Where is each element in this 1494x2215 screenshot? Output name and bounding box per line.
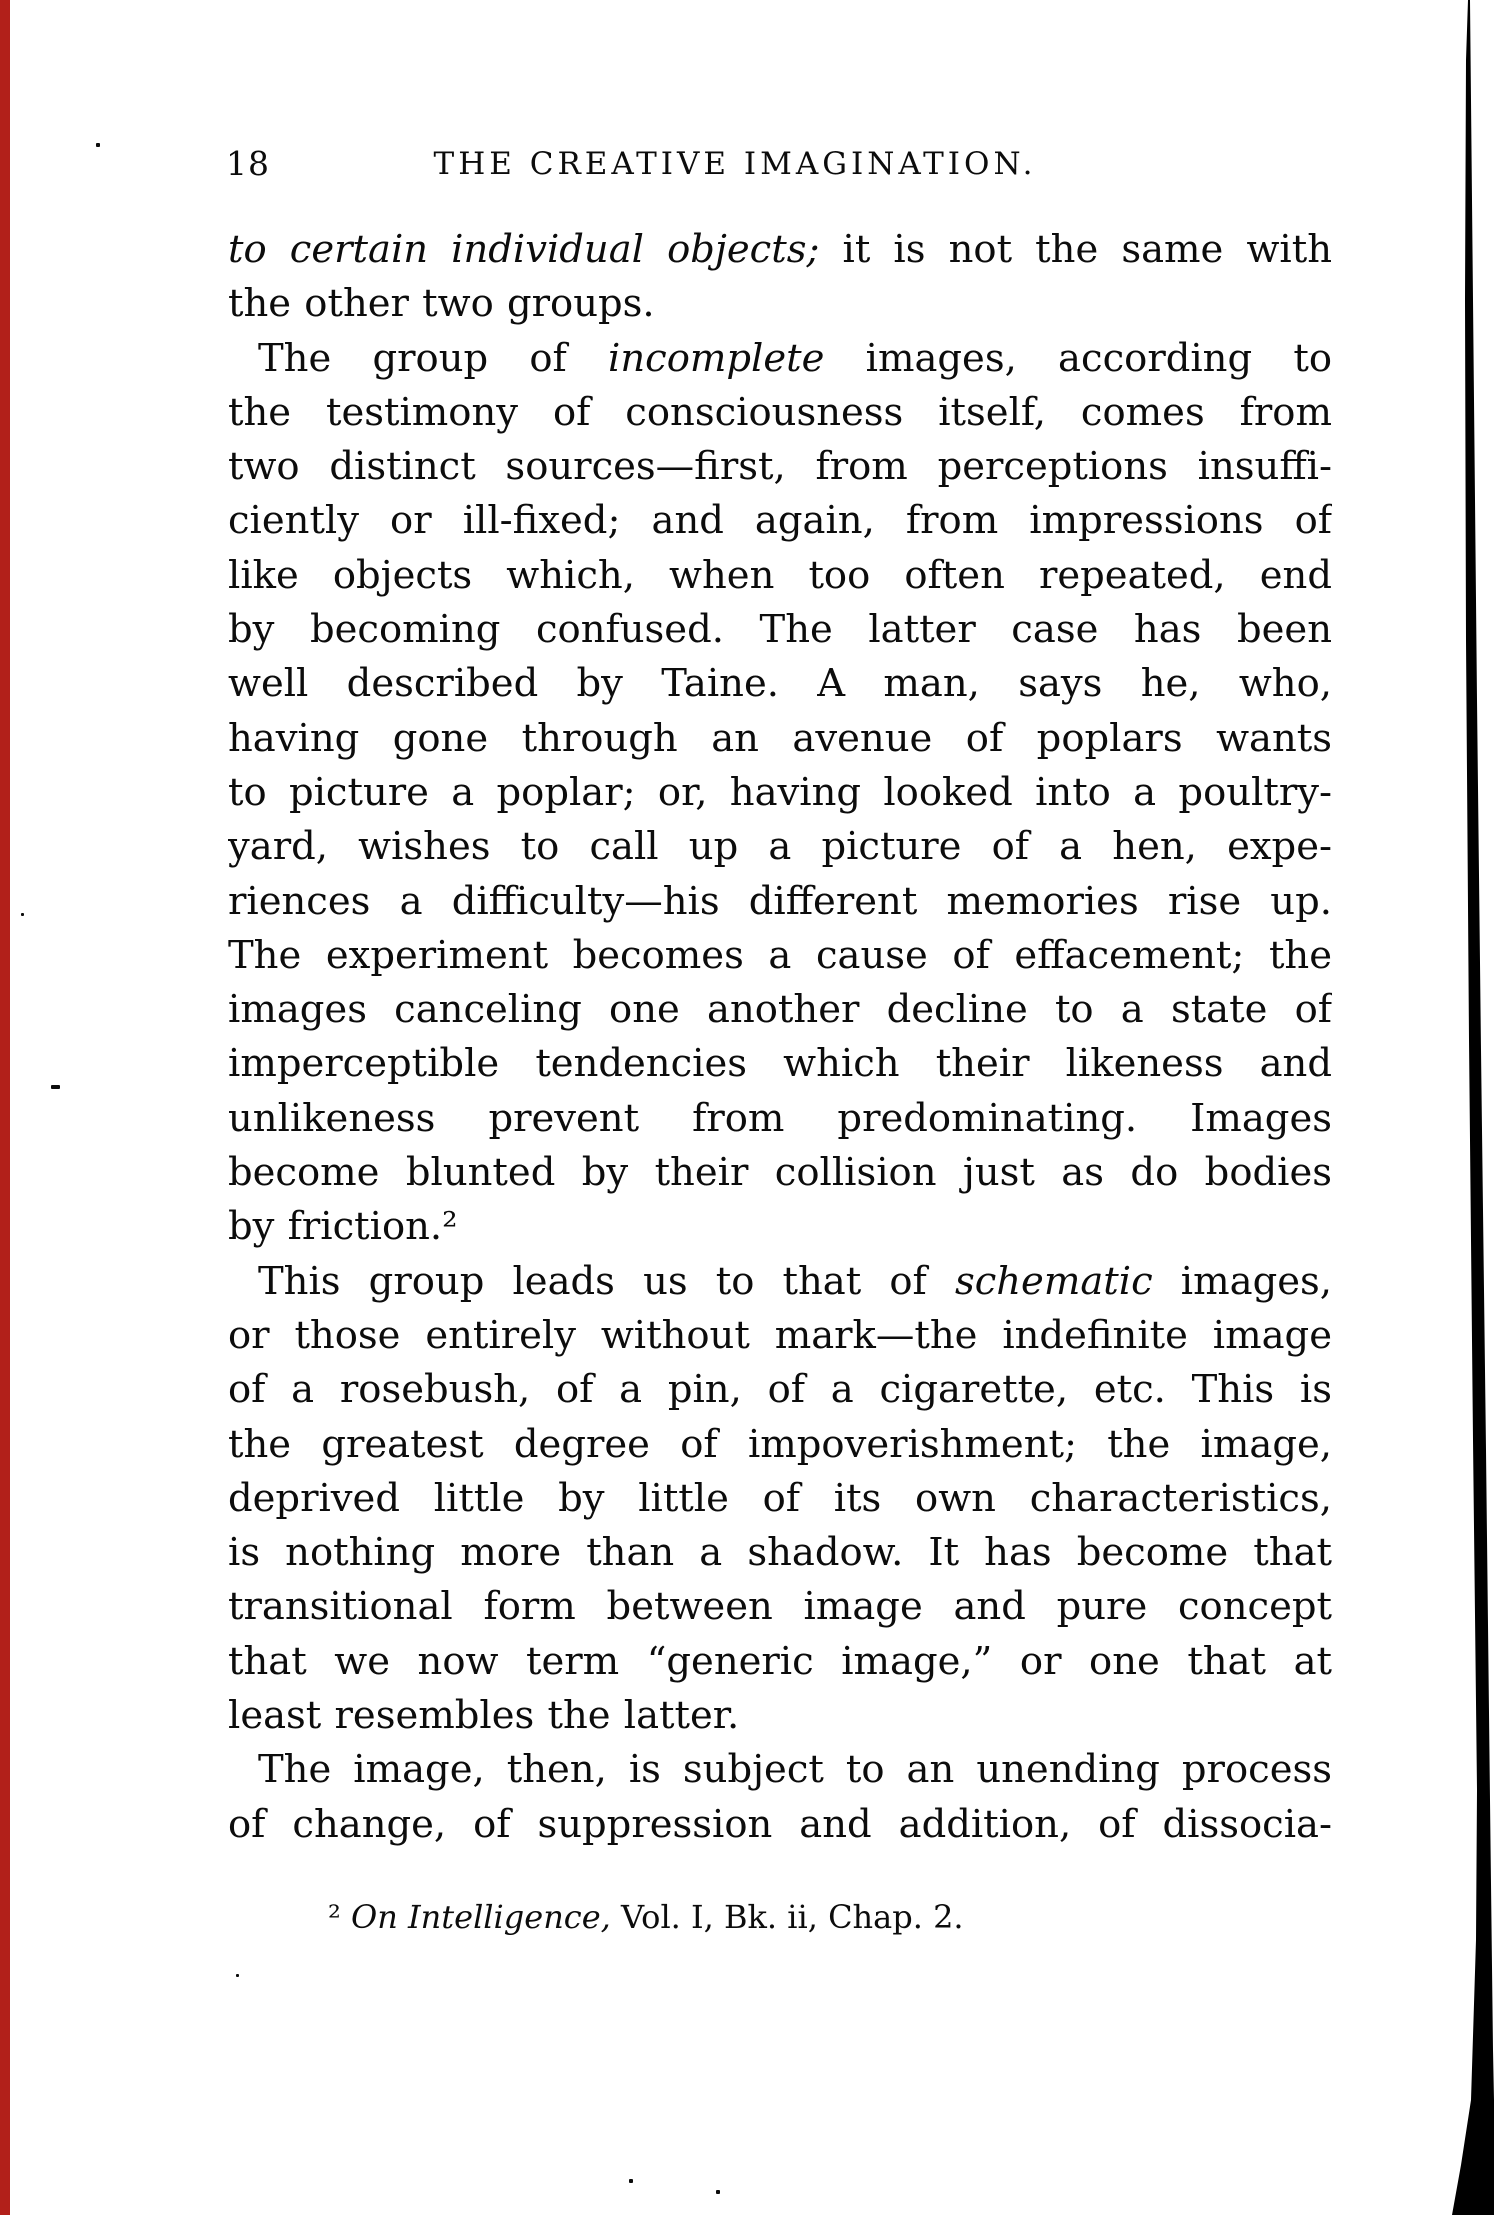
text-line: is nothing more than a shadow. It has become that (228, 1530, 1332, 1576)
footnote-text: ² On Intelligence, Vol. I, Bk. ii, Chap. 2. (328, 1898, 964, 1936)
text-line: The group of incomplete images, according to (258, 335, 1332, 381)
text-line: deprived little by little of its own characteristics, (228, 1475, 1332, 1521)
text-line: or those entirely without mark—the indefinite image (228, 1312, 1332, 1358)
text-line: unlikeness prevent from predominating. Images (228, 1095, 1332, 1141)
text-line: The experiment becomes a cause of effacement; the (228, 932, 1332, 978)
scan-shadow-shape (1452, 0, 1494, 2215)
scan-speckle (51, 1085, 60, 1089)
text-line: become blunted by their collision just as do bodies (228, 1150, 1332, 1196)
text-line: riences a difficulty—his different memories rise up. (228, 878, 1332, 924)
text-line: well described by Taine. A man, says he, who, (228, 661, 1332, 707)
text-line: to certain individual objects; it is not the same with (228, 227, 1332, 272)
text-line: to picture a poplar; or, having looked into a poultry- (228, 769, 1332, 815)
text-line: the testimony of consciousness itself, comes from (228, 389, 1332, 435)
text-line: least resembles the latter. (228, 1693, 740, 1739)
scan-speckle (629, 2179, 633, 2183)
text-line: of a rosebush, of a pin, of a cigarette, etc. This is (228, 1367, 1332, 1413)
text-line: transitional form between image and pure concept (228, 1584, 1332, 1630)
scan-speckle (21, 913, 24, 916)
left-edge-red-stripe (0, 0, 10, 2215)
running-title: THE CREATIVE IMAGINATION. (433, 146, 1037, 182)
text-line: by friction.² (228, 1204, 458, 1250)
scan-speckle (96, 143, 100, 147)
paragraph (228, 223, 1332, 332)
text-line: two distinct sources—first, from perceptions insuffi- (228, 444, 1332, 490)
paragraph (228, 1255, 1332, 1744)
text-line: ciently or ill-fixed; and again, from impressions of (228, 498, 1332, 544)
text-line: the other two groups. (228, 281, 655, 327)
text-line: This group leads us to that of schematic images, (258, 1258, 1332, 1304)
text-line: of change, of suppression and addition, of dissocia- (228, 1801, 1332, 1847)
text-line: images canceling one another decline to a state of (228, 987, 1332, 1033)
text-line: that we now term “generic image,” or one that at (228, 1638, 1332, 1684)
text-line: like objects which, when too often repeated, end (228, 552, 1332, 598)
paragraph (228, 1743, 1332, 1852)
footnote (228, 1896, 1332, 1938)
scan-speckle (236, 1974, 239, 1977)
paragraph (228, 332, 1332, 1255)
text-line: yard, wishes to call up a picture of a hen, expe- (228, 824, 1332, 870)
text-line: The image, then, is subject to an unending process (258, 1747, 1332, 1793)
page-number: 18 (226, 144, 270, 183)
text-line: having gone through an avenue of poplars wants (228, 715, 1332, 761)
body-text (228, 223, 1332, 1852)
text-line: by becoming confused. The latter case has been (228, 607, 1332, 653)
text-line: imperceptible tendencies which their likeness and (228, 1041, 1332, 1087)
text-line: the greatest degree of impoverishment; the image, (228, 1421, 1332, 1467)
scan-speckle (716, 2190, 720, 2194)
